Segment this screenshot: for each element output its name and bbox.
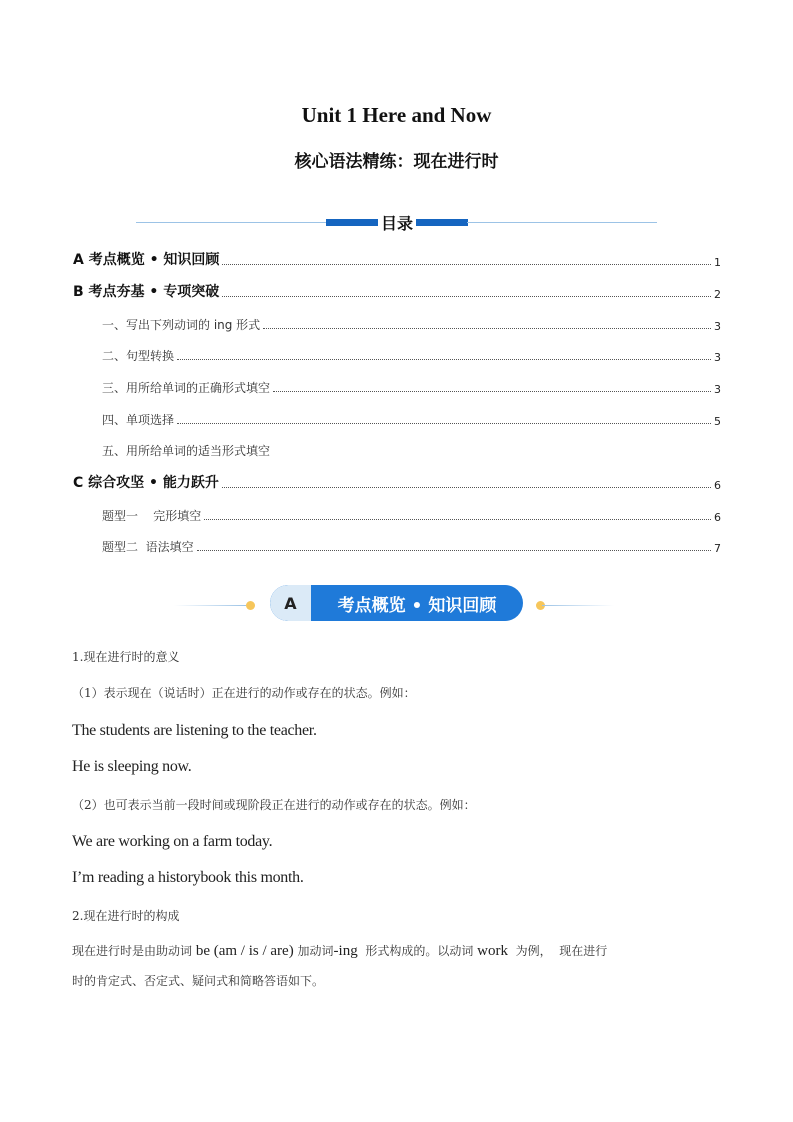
text-run: 形式构成的。以动词 — [357, 944, 478, 958]
toc-divider-right — [467, 222, 657, 223]
example-sentence: I’m reading a historybook this month. — [72, 869, 304, 886]
toc-leader — [222, 486, 711, 488]
toc-page-number: 2 — [714, 288, 721, 301]
text-run-en: -ing — [333, 943, 358, 959]
paragraph-meaning-1: （1）表示现在（说话时）正在进行的动作或存在的状态。例如： — [72, 686, 416, 700]
toc-item-label: C 综合攻坚 • 能力跃升 — [73, 475, 219, 491]
paragraph-structure — [72, 936, 662, 996]
banner-line-right — [542, 605, 614, 606]
toc-leader — [273, 390, 711, 392]
toc-page-number: 3 — [714, 320, 721, 333]
example-sentence: We are working on a farm today. — [72, 833, 273, 850]
toc-page-number: 5 — [714, 415, 721, 428]
toc-item-label: 五、用所给单词的适当形式填空 — [102, 444, 271, 458]
text-run: 加动词 — [293, 944, 334, 958]
toc-item-c1[interactable] — [102, 504, 721, 524]
toc-bar-left — [326, 219, 378, 226]
text-run: 现在进行时是由助动词 — [72, 944, 196, 958]
toc-item-label: 一、写出下列动词的 ing 形式 — [102, 318, 261, 332]
toc-item-label: 二、句型转换 — [102, 349, 175, 363]
toc-leader — [222, 263, 711, 265]
text-run-en: be (am / is / are) — [195, 943, 294, 959]
toc-page-number: 6 — [714, 479, 721, 492]
example-sentence: He is sleeping now. — [72, 758, 192, 775]
toc-item-label: 四、单项选择 — [102, 413, 175, 427]
document-title: Unit 1 Here and Now — [301, 103, 492, 127]
toc-item-b2[interactable] — [102, 344, 721, 364]
toc-page-number: 1 — [714, 256, 721, 269]
toc-item-b1[interactable] — [102, 313, 721, 333]
toc-item-label: B 考点夯基 • 专项突破 — [73, 284, 220, 300]
toc-leader — [197, 549, 711, 551]
toc-leader — [177, 358, 711, 360]
toc-item-label: A 考点概览 • 知识回顾 — [73, 252, 220, 268]
toc-leader — [177, 422, 711, 424]
toc-page-number: 3 — [714, 383, 721, 396]
toc-page-number: 3 — [714, 351, 721, 364]
toc-item-c2[interactable] — [102, 535, 721, 555]
toc-item-b[interactable] — [73, 281, 721, 301]
heading-meaning: 1.现在进行时的意义 — [72, 650, 180, 664]
toc-item-c[interactable] — [73, 472, 721, 492]
toc-leader — [263, 327, 711, 329]
toc-item-label: 三、用所给单词的正确形式填空 — [102, 381, 271, 395]
toc-bar-right — [416, 219, 468, 226]
section-a-badge: A — [270, 585, 311, 621]
banner-line-left — [174, 605, 246, 606]
text-run: 时的肯定式、否定式、疑问式和简略答语如下。 — [72, 974, 325, 988]
toc-page-number: 7 — [714, 542, 721, 555]
section-a-pill — [270, 585, 523, 621]
section-a-banner — [174, 585, 614, 623]
paragraph-meaning-2: （2）也可表示当前一段时间或现阶段正在进行的动作或存在的状态。例如： — [72, 798, 476, 812]
toc-item-label: 题型二 语法填空 — [102, 540, 194, 554]
toc-item-a[interactable] — [73, 249, 721, 269]
toc-divider-left — [136, 222, 326, 223]
toc-item-b4[interactable] — [102, 408, 721, 428]
section-a-title: 考点概览 • 知识回顾 — [337, 595, 497, 616]
toc-item-label: 题型一 完形填空 — [102, 509, 202, 523]
toc-item-b5[interactable] — [102, 439, 721, 459]
toc-heading — [136, 211, 657, 233]
example-sentence: The students are listening to the teacher. — [72, 722, 317, 739]
toc-leader — [222, 295, 711, 297]
heading-structure: 2.现在进行时的构成 — [72, 909, 180, 923]
toc-leader — [204, 518, 711, 520]
toc-page-number: 6 — [714, 511, 721, 524]
text-run: 为例， 现在进行 — [507, 944, 608, 958]
text-run-en: work — [477, 943, 508, 959]
banner-dot-left — [246, 601, 255, 610]
toc-item-b3[interactable] — [102, 376, 721, 396]
document-subtitle: 核心语法精练：现在进行时 — [294, 152, 499, 172]
toc-heading-label: 目录 — [380, 214, 413, 233]
